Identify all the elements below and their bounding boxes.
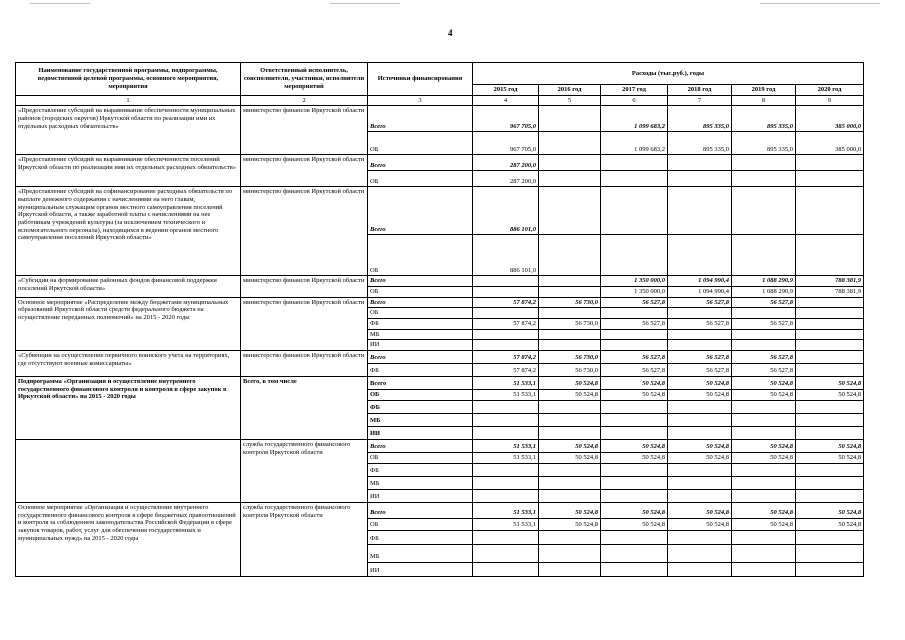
value-cell: 50 524,8 xyxy=(539,439,601,452)
value-cell xyxy=(668,308,732,319)
value-cell xyxy=(539,463,601,476)
value-cell: 50 524,8 xyxy=(732,452,796,463)
value-cell xyxy=(668,187,732,235)
item-name-cell: Основное мероприятие «Распределение между бюджетами муниципальных образований Иркутской области средств федерального бюджета на осуществление переданных полномочий» на 2015 - 2020 годы xyxy=(16,297,241,350)
value-cell xyxy=(601,400,668,413)
value-cell: 50 524,8 xyxy=(539,518,601,530)
header-year: 2020 год xyxy=(796,85,864,96)
value-cell xyxy=(796,426,864,439)
value-cell: 50 524,8 xyxy=(732,389,796,400)
value-cell xyxy=(732,530,796,544)
value-cell xyxy=(796,308,864,319)
value-cell: 50 524,8 xyxy=(539,452,601,463)
value-cell: 56 730,0 xyxy=(539,363,601,376)
value-cell xyxy=(473,276,539,287)
source-cell: ФБ xyxy=(368,318,473,329)
value-cell: 56 527,8 xyxy=(668,363,732,376)
value-cell: 51 533,1 xyxy=(473,452,539,463)
scan-artifact xyxy=(30,3,90,4)
value-cell xyxy=(796,544,864,562)
value-cell xyxy=(539,544,601,562)
value-cell: 50 524,8 xyxy=(732,376,796,389)
value-cell xyxy=(601,171,668,187)
source-cell: ОБ xyxy=(368,452,473,463)
value-cell: 50 524,8 xyxy=(668,389,732,400)
item-name-cell: Подпрограмма «Организация и осуществление внутреннего государственного финансового контроля и контроля в сфере закупок в Иркутской области» на 2015 - 2020 годы xyxy=(16,376,241,439)
scan-artifact xyxy=(330,3,400,4)
value-cell: 50 524,8 xyxy=(668,502,732,518)
budget-table xyxy=(15,62,864,577)
value-cell: 967 705,0 xyxy=(473,132,539,155)
source-cell: Всего xyxy=(368,187,473,235)
executor-cell: служба государственного финансового контроля Иркутской области xyxy=(241,502,368,576)
value-cell: 385 000,0 xyxy=(796,106,864,132)
value-cell: 50 524,8 xyxy=(796,502,864,518)
source-cell: ИИ xyxy=(368,489,473,502)
value-cell: 56 527,8 xyxy=(668,350,732,363)
value-cell xyxy=(796,413,864,426)
header-year: 2015 год xyxy=(473,85,539,96)
executor-cell: министерство финансов Иркутской области xyxy=(241,276,368,297)
source-cell: МБ xyxy=(368,476,473,489)
source-cell: ИИ xyxy=(368,426,473,439)
value-cell: 50 524,8 xyxy=(668,376,732,389)
value-cell xyxy=(796,318,864,329)
value-cell: 51 533,1 xyxy=(473,376,539,389)
item-name-cell: «Предоставление субсидий на выравнивание обеспеченности поселений Иркутской области по реализации ими их отдельных расходных обязательств» xyxy=(16,155,241,187)
value-cell xyxy=(601,329,668,340)
source-cell: ФБ xyxy=(368,400,473,413)
value-cell: 1 350 000,0 xyxy=(601,276,668,287)
value-cell xyxy=(732,155,796,171)
value-cell: 1 099 683,2 xyxy=(601,106,668,132)
value-cell: 57 874,2 xyxy=(473,350,539,363)
value-cell: 56 527,8 xyxy=(668,318,732,329)
item-name-cell xyxy=(16,439,241,502)
header-expenses: Расходы (тыс.руб.), годы xyxy=(473,63,864,85)
value-cell: 50 524,8 xyxy=(668,452,732,463)
value-cell xyxy=(732,187,796,235)
column-number: 8 xyxy=(732,95,796,106)
value-cell: 1 088 290,9 xyxy=(732,286,796,297)
value-cell xyxy=(796,400,864,413)
value-cell xyxy=(539,489,601,502)
value-cell xyxy=(668,413,732,426)
table-row xyxy=(16,297,864,308)
value-cell: 56 527,8 xyxy=(601,318,668,329)
table-row xyxy=(16,502,864,518)
value-cell: 57 874,2 xyxy=(473,318,539,329)
value-cell xyxy=(473,489,539,502)
column-number: 7 xyxy=(668,95,732,106)
value-cell xyxy=(796,476,864,489)
value-cell xyxy=(668,562,732,576)
column-number: 5 xyxy=(539,95,601,106)
item-name-cell: «Предоставление субсидий на софинансирование расходных обязательств по выплате денежного содержания с начислениями на него главам, муниципальным служащим органов местного самоуправления поселений Иркутской области, а также заработной платы с начислениями на нее работникам учреждений культуры (за исключением технического и вспомогательного персонала), находящихся в ведении органов местного самоуправления поселений Иркутской области» xyxy=(16,187,241,276)
value-cell xyxy=(539,132,601,155)
value-cell xyxy=(732,308,796,319)
column-number: 3 xyxy=(368,95,473,106)
header-executor: Ответственный исполнитель, соисполнители, участники, исполнители мероприятий xyxy=(241,63,368,96)
value-cell: 50 524,8 xyxy=(601,439,668,452)
value-cell: 50 524,8 xyxy=(668,518,732,530)
source-cell: ОБ xyxy=(368,308,473,319)
value-cell: 56 730,0 xyxy=(539,318,601,329)
value-cell: 50 524,8 xyxy=(601,502,668,518)
table-row xyxy=(16,376,864,389)
source-cell: Всего xyxy=(368,350,473,363)
value-cell: 50 524,8 xyxy=(732,439,796,452)
source-cell: Всего xyxy=(368,106,473,132)
value-cell xyxy=(796,489,864,502)
source-cell: Всего xyxy=(368,502,473,518)
column-number: 9 xyxy=(796,95,864,106)
value-cell: 51 533,1 xyxy=(473,389,539,400)
header-name: Наименование государственной программы, подпрограммы, ведомственной целевой программы, основного мероприятия, мероприятия xyxy=(16,63,241,96)
item-name-cell: «Субсидии на формирование районных фондов финансовой поддержки поселений Иркутской области» xyxy=(16,276,241,297)
value-cell xyxy=(732,171,796,187)
value-cell xyxy=(601,530,668,544)
value-cell: 50 524,8 xyxy=(796,389,864,400)
value-cell xyxy=(539,329,601,340)
value-cell: 788 381,9 xyxy=(796,286,864,297)
source-cell: Всего xyxy=(368,376,473,389)
executor-cell: министерство финансов Иркутской области xyxy=(241,155,368,187)
value-cell xyxy=(668,329,732,340)
source-cell: Всего xyxy=(368,155,473,171)
value-cell xyxy=(796,530,864,544)
executor-cell: министерство финансов Иркутской области xyxy=(241,187,368,276)
value-cell xyxy=(473,463,539,476)
value-cell xyxy=(601,187,668,235)
value-cell: 50 524,8 xyxy=(601,452,668,463)
value-cell: 50 524,8 xyxy=(539,502,601,518)
executor-cell: служба государственного финансового контроля Иркутской области xyxy=(241,439,368,502)
value-cell: 1 094 990,4 xyxy=(668,276,732,287)
value-cell: 50 524,8 xyxy=(796,376,864,389)
value-cell: 56 730,0 xyxy=(539,297,601,308)
value-cell xyxy=(668,544,732,562)
value-cell: 56 527,8 xyxy=(732,318,796,329)
value-cell: 56 527,8 xyxy=(732,363,796,376)
table-row xyxy=(16,187,864,235)
value-cell xyxy=(668,155,732,171)
value-cell xyxy=(539,171,601,187)
source-cell: ФБ xyxy=(368,363,473,376)
value-cell xyxy=(601,308,668,319)
value-cell xyxy=(601,426,668,439)
value-cell xyxy=(668,476,732,489)
value-cell: 1 099 683,2 xyxy=(601,132,668,155)
value-cell xyxy=(668,463,732,476)
value-cell xyxy=(796,155,864,171)
column-number: 2 xyxy=(241,95,368,106)
source-cell: ОБ xyxy=(368,235,473,276)
scan-artifact xyxy=(760,3,880,4)
value-cell xyxy=(473,340,539,351)
source-cell: МБ xyxy=(368,413,473,426)
value-cell xyxy=(796,171,864,187)
source-cell: Всего xyxy=(368,439,473,452)
value-cell xyxy=(473,308,539,319)
source-cell: ИИ xyxy=(368,340,473,351)
source-cell: ОБ xyxy=(368,171,473,187)
executor-cell: министерство финансов Иркутской области xyxy=(241,350,368,376)
header-year: 2019 год xyxy=(732,85,796,96)
value-cell xyxy=(796,350,864,363)
value-cell xyxy=(732,340,796,351)
source-cell: МБ xyxy=(368,329,473,340)
value-cell xyxy=(601,544,668,562)
source-cell: ФБ xyxy=(368,530,473,544)
value-cell xyxy=(796,297,864,308)
value-cell xyxy=(473,426,539,439)
value-cell xyxy=(473,329,539,340)
header-year: 2018 год xyxy=(668,85,732,96)
value-cell: 50 524,8 xyxy=(668,439,732,452)
value-cell: 788 381,9 xyxy=(796,276,864,287)
value-cell: 56 527,8 xyxy=(601,363,668,376)
value-cell xyxy=(601,340,668,351)
value-cell xyxy=(732,544,796,562)
value-cell: 895 335,0 xyxy=(668,106,732,132)
item-name-cell: Основное мероприятие «Организация и осуществление внутреннего государственного финансового контроля в сфере бюджетных правоотношений и контроля за соблюдением законодательства Российской Федерации в сфере закупок товаров, работ, услуг для обеспечения государственных и муниципальных нужд» на 2015 - 2020 годы xyxy=(16,502,241,576)
value-cell xyxy=(796,363,864,376)
value-cell xyxy=(539,340,601,351)
value-cell: 56 730,0 xyxy=(539,350,601,363)
value-cell xyxy=(796,187,864,235)
value-cell xyxy=(539,187,601,235)
value-cell xyxy=(668,530,732,544)
source-cell: ИИ xyxy=(368,562,473,576)
value-cell: 1 088 290,9 xyxy=(732,276,796,287)
header-year: 2017 год xyxy=(601,85,668,96)
item-name-cell: «Предоставление субсидий на выравнивание обеспеченности муниципальных районов (городских округов) Иркутской области по реализации ими их отдельных расходных обязательств» xyxy=(16,106,241,155)
value-cell xyxy=(539,400,601,413)
value-cell: 1 350 000,0 xyxy=(601,286,668,297)
value-cell: 50 524,8 xyxy=(732,518,796,530)
value-cell xyxy=(732,463,796,476)
value-cell xyxy=(539,308,601,319)
item-name-cell: «Субвенции на осуществление первичного воинского учета на территориях, где отсутствуют военные комиссариаты» xyxy=(16,350,241,376)
value-cell: 50 524,8 xyxy=(601,518,668,530)
value-cell xyxy=(539,530,601,544)
value-cell xyxy=(473,476,539,489)
page-number: 4 xyxy=(448,28,453,38)
value-cell: 51 533,1 xyxy=(473,502,539,518)
value-cell: 50 524,8 xyxy=(601,389,668,400)
value-cell: 56 527,8 xyxy=(601,350,668,363)
table-row xyxy=(16,439,864,452)
value-cell: 895 335,0 xyxy=(732,106,796,132)
value-cell: 57 874,2 xyxy=(473,297,539,308)
value-cell xyxy=(732,235,796,276)
value-cell xyxy=(796,329,864,340)
value-cell: 57 874,2 xyxy=(473,363,539,376)
executor-cell: министерство финансов Иркутской области xyxy=(241,106,368,155)
column-number: 6 xyxy=(601,95,668,106)
value-cell xyxy=(668,489,732,502)
source-cell: ФБ xyxy=(368,463,473,476)
value-cell: 50 524,8 xyxy=(539,376,601,389)
value-cell xyxy=(796,235,864,276)
value-cell xyxy=(601,155,668,171)
source-cell: ОБ xyxy=(368,286,473,297)
value-cell xyxy=(473,544,539,562)
table-row xyxy=(16,350,864,363)
source-cell: МБ xyxy=(368,544,473,562)
value-cell xyxy=(539,476,601,489)
value-cell xyxy=(796,562,864,576)
value-cell xyxy=(732,400,796,413)
value-cell xyxy=(539,426,601,439)
value-cell: 895 335,0 xyxy=(732,132,796,155)
value-cell xyxy=(473,530,539,544)
value-cell xyxy=(732,426,796,439)
budget-table-body xyxy=(16,106,864,577)
value-cell xyxy=(601,562,668,576)
value-cell: 51 533,1 xyxy=(473,439,539,452)
value-cell xyxy=(668,426,732,439)
value-cell xyxy=(732,562,796,576)
value-cell: 385 000,0 xyxy=(796,132,864,155)
value-cell xyxy=(473,562,539,576)
value-cell xyxy=(601,235,668,276)
value-cell: 50 524,8 xyxy=(796,452,864,463)
executor-cell: Всего, в том числе xyxy=(241,376,368,439)
value-cell xyxy=(732,329,796,340)
table-row xyxy=(16,155,864,171)
table-row xyxy=(16,276,864,287)
value-cell xyxy=(539,155,601,171)
value-cell xyxy=(601,476,668,489)
value-cell xyxy=(473,400,539,413)
source-cell: ОБ xyxy=(368,132,473,155)
value-cell xyxy=(539,276,601,287)
value-cell xyxy=(601,413,668,426)
value-cell: 895 335,0 xyxy=(668,132,732,155)
value-cell xyxy=(539,106,601,132)
value-cell: 56 527,8 xyxy=(732,350,796,363)
value-cell xyxy=(668,400,732,413)
value-cell xyxy=(601,463,668,476)
value-cell xyxy=(732,489,796,502)
header-year: 2016 год xyxy=(539,85,601,96)
value-cell: 287 200,0 xyxy=(473,155,539,171)
value-cell xyxy=(668,171,732,187)
source-cell: ОБ xyxy=(368,389,473,400)
value-cell xyxy=(601,489,668,502)
executor-cell: министерство финансов Иркутской области xyxy=(241,297,368,350)
value-cell xyxy=(539,286,601,297)
value-cell xyxy=(539,562,601,576)
value-cell xyxy=(473,286,539,297)
column-number: 4 xyxy=(473,95,539,106)
value-cell: 886 101,0 xyxy=(473,187,539,235)
value-cell xyxy=(668,235,732,276)
value-cell xyxy=(732,413,796,426)
column-number: 1 xyxy=(16,95,241,106)
value-cell xyxy=(539,413,601,426)
value-cell: 50 524,8 xyxy=(796,518,864,530)
value-cell xyxy=(539,235,601,276)
value-cell: 287 200,0 xyxy=(473,171,539,187)
value-cell: 50 524,8 xyxy=(539,389,601,400)
source-cell: Всего xyxy=(368,276,473,287)
header-sources: Источники финансирования xyxy=(368,63,473,96)
source-cell: ОБ xyxy=(368,518,473,530)
value-cell: 56 527,8 xyxy=(601,297,668,308)
value-cell xyxy=(796,463,864,476)
value-cell: 886 101,0 xyxy=(473,235,539,276)
value-cell: 56 527,8 xyxy=(668,297,732,308)
value-cell: 1 094 990,4 xyxy=(668,286,732,297)
value-cell: 50 524,8 xyxy=(732,502,796,518)
value-cell: 51 533,1 xyxy=(473,518,539,530)
value-cell xyxy=(732,476,796,489)
value-cell: 50 524,8 xyxy=(796,439,864,452)
table-row xyxy=(16,106,864,132)
value-cell xyxy=(668,340,732,351)
value-cell: 50 524,8 xyxy=(601,376,668,389)
value-cell xyxy=(796,340,864,351)
source-cell: Всего xyxy=(368,297,473,308)
value-cell xyxy=(473,413,539,426)
value-cell: 967 705,0 xyxy=(473,106,539,132)
value-cell: 56 527,8 xyxy=(732,297,796,308)
